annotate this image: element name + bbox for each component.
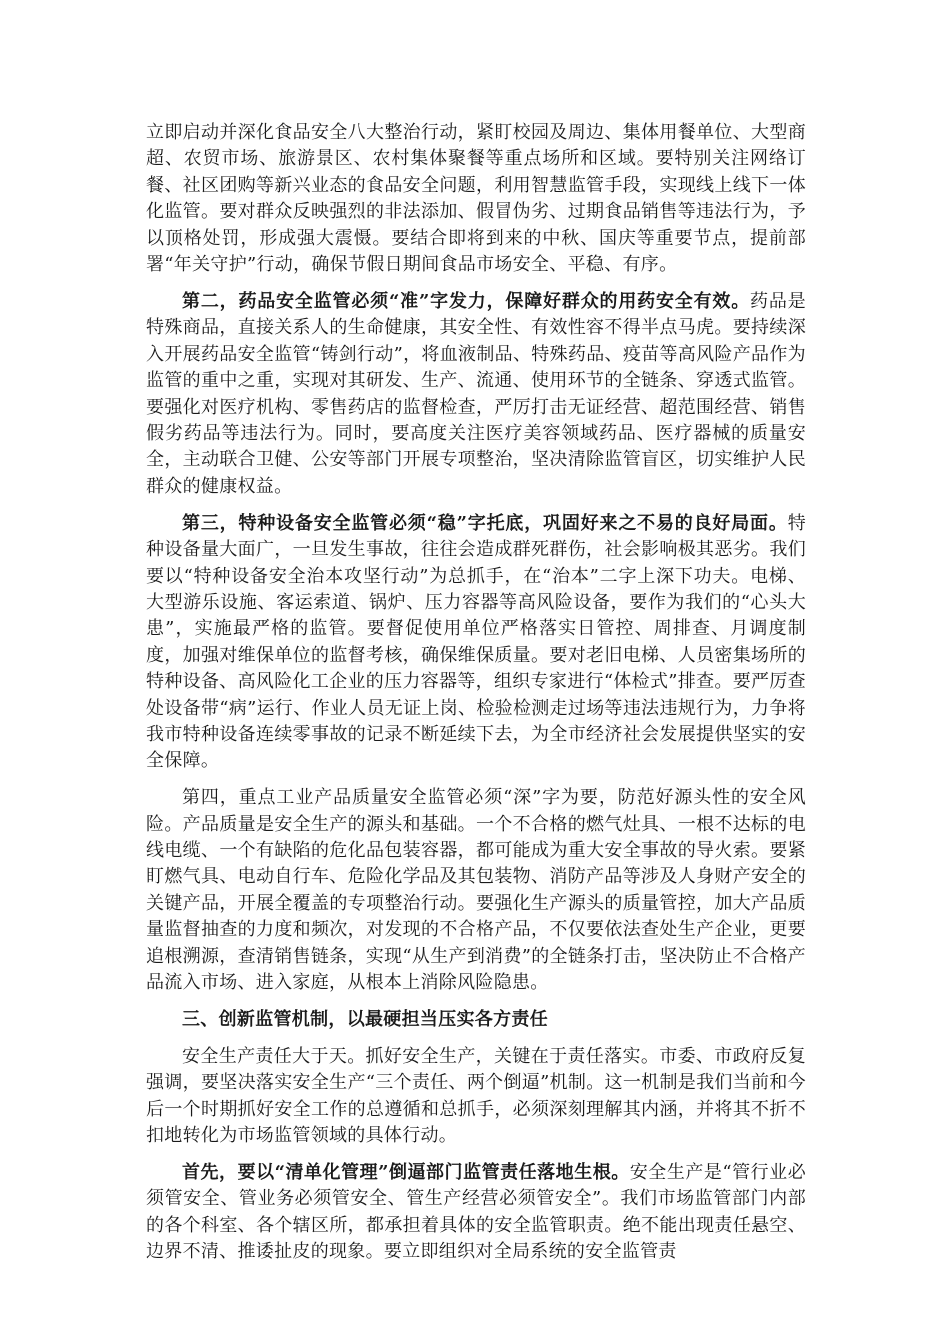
- paragraph-lead: 第二，药品安全监管必须“准”字发力，保障好群众的用药安全有效。: [182, 290, 751, 312]
- paragraph-text: 药品是特殊商品，直接关系人的生命健康，其安全性、有效性容不得半点马虎。要持续深入开展药品安全监管“铸剑行动”，将血液制品、特殊药品、疫苗等高风险产品作为监管的重中之重，实现对其研发、生产、流通、使用环节的全链条、穿透式监管。要强化对医疗机构、零售药店的监督检查，严厉打击无证经营、超范围经营、销售假劣药品等违法行为。同时，要高度关注医疗美容领域药品、医疗器械的质量安全，主动联合卫健、公安等部门开展专项整治，坚决清除监管盲区，切实维护人民群众的健康权益。: [146, 290, 806, 497]
- paragraph-drug-safety: [146, 289, 806, 500]
- paragraph-lead: 首先，要以“清单化管理”倒逼部门监管责任落地生根。: [182, 1162, 630, 1184]
- paragraph-industrial-products: [146, 785, 806, 996]
- paragraph-text: 第四，重点工业产品质量安全监管必须“深”字为要，防范好源头性的安全风险。产品质量是安全生产的源头和基础。一个不合格的燃气灶具、一根不达标的电线电缆、一个有缺陷的危化品包装容器，都可能成为重大安全事故的导火索。要紧盯燃气具、电动自行车、危险化学品及其包装物、消防产品等涉及人身财产安全的关键产品，开展全覆盖的专项整治行动。要强化生产源头的质量管控，加大产品质量监督抽查的力度和频次，对发现的不合格产品，不仅要依法查处生产企业，更要追根溯源，查清销售链条，实现“从生产到消费”的全链条打击，坚决防止不合格产品流入市场、进入家庭，从根本上消除风险隐患。: [146, 787, 806, 994]
- paragraph-lead: 第三，特种设备安全监管必须“稳”字托底，巩固好来之不易的良好局面。: [182, 512, 788, 534]
- paragraph-responsibility: [146, 1044, 806, 1150]
- paragraph-food-safety: [146, 120, 806, 278]
- paragraph-text: 安全生产责任大于天。抓好安全生产，关键在于责任落实。市委、市政府反复强调，要坚决落实安全生产“三个责任、两个倒逼”机制。这一机制是我们当前和今后一个时期抓好安全工作的总遵循和总抓手，必须深刻理解其内涵，并将其不折不扣地转化为市场监管领域的具体行动。: [146, 1045, 806, 1147]
- paragraph-special-equipment: [146, 511, 806, 775]
- paragraph-text: 立即启动并深化食品安全八大整治行动，紧盯校园及周边、集体用餐单位、大型商超、农贸市场、旅游景区、农村集体聚餐等重点场所和区域。要特别关注网络订餐、社区团购等新兴业态的食品安全问题，利用智慧监管手段，实现线上线下一体化监管。要对群众反映强烈的非法添加、假冒伪劣、过期食品销售等违法行为，予以顶格处罚，形成强大震慑。要结合即将到来的中秋、国庆等重要节点，提前部署“年关守护”行动，确保节假日期间食品市场安全、平稳、有序。: [146, 122, 806, 276]
- paragraph-checklist-management: [146, 1160, 806, 1266]
- document-page: [146, 120, 806, 1276]
- paragraph-text: 特种设备量大面广，一旦发生事故，往往会造成群死群伤，社会影响极其恶劣。我们要以“特种设备安全治本攻坚行动”为总抓手，在“治本”二字上深下功夫。电梯、大型游乐设施、客运索道、锅炉、压力容器等高风险设备，要作为我们的“心头大患”，实施最严格的监管。要督促使用单位严格落实日管控、周排查、月调度制度，加强对维保单位的监督考核，确保维保质量。要对老旧电梯、人员密集场所的特种设备、高风险化工企业的压力容器等，组织专家进行“体检式”排查。要严厉查处设备带“病”运行、作业人员无证上岗、检验检测走过场等违法违规行为，力争将我市特种设备连续零事故的记录不断延续下去，为全市经济社会发展提供坚实的安全保障。: [146, 512, 806, 772]
- paragraph-text: 安全生产是“管行业必须管安全、管业务必须管安全、管生产经营必须管安全”。我们市场监管部门内部的各个科室、各个辖区所，都承担着具体的安全监管职责。绝不能出现责任悬空、边界不清、推诿扯皮的现象。要立即组织对全局系统的安全监管责: [146, 1162, 806, 1263]
- section-heading: 三、创新监管机制，以最硬担当压实各方责任: [182, 1009, 548, 1030]
